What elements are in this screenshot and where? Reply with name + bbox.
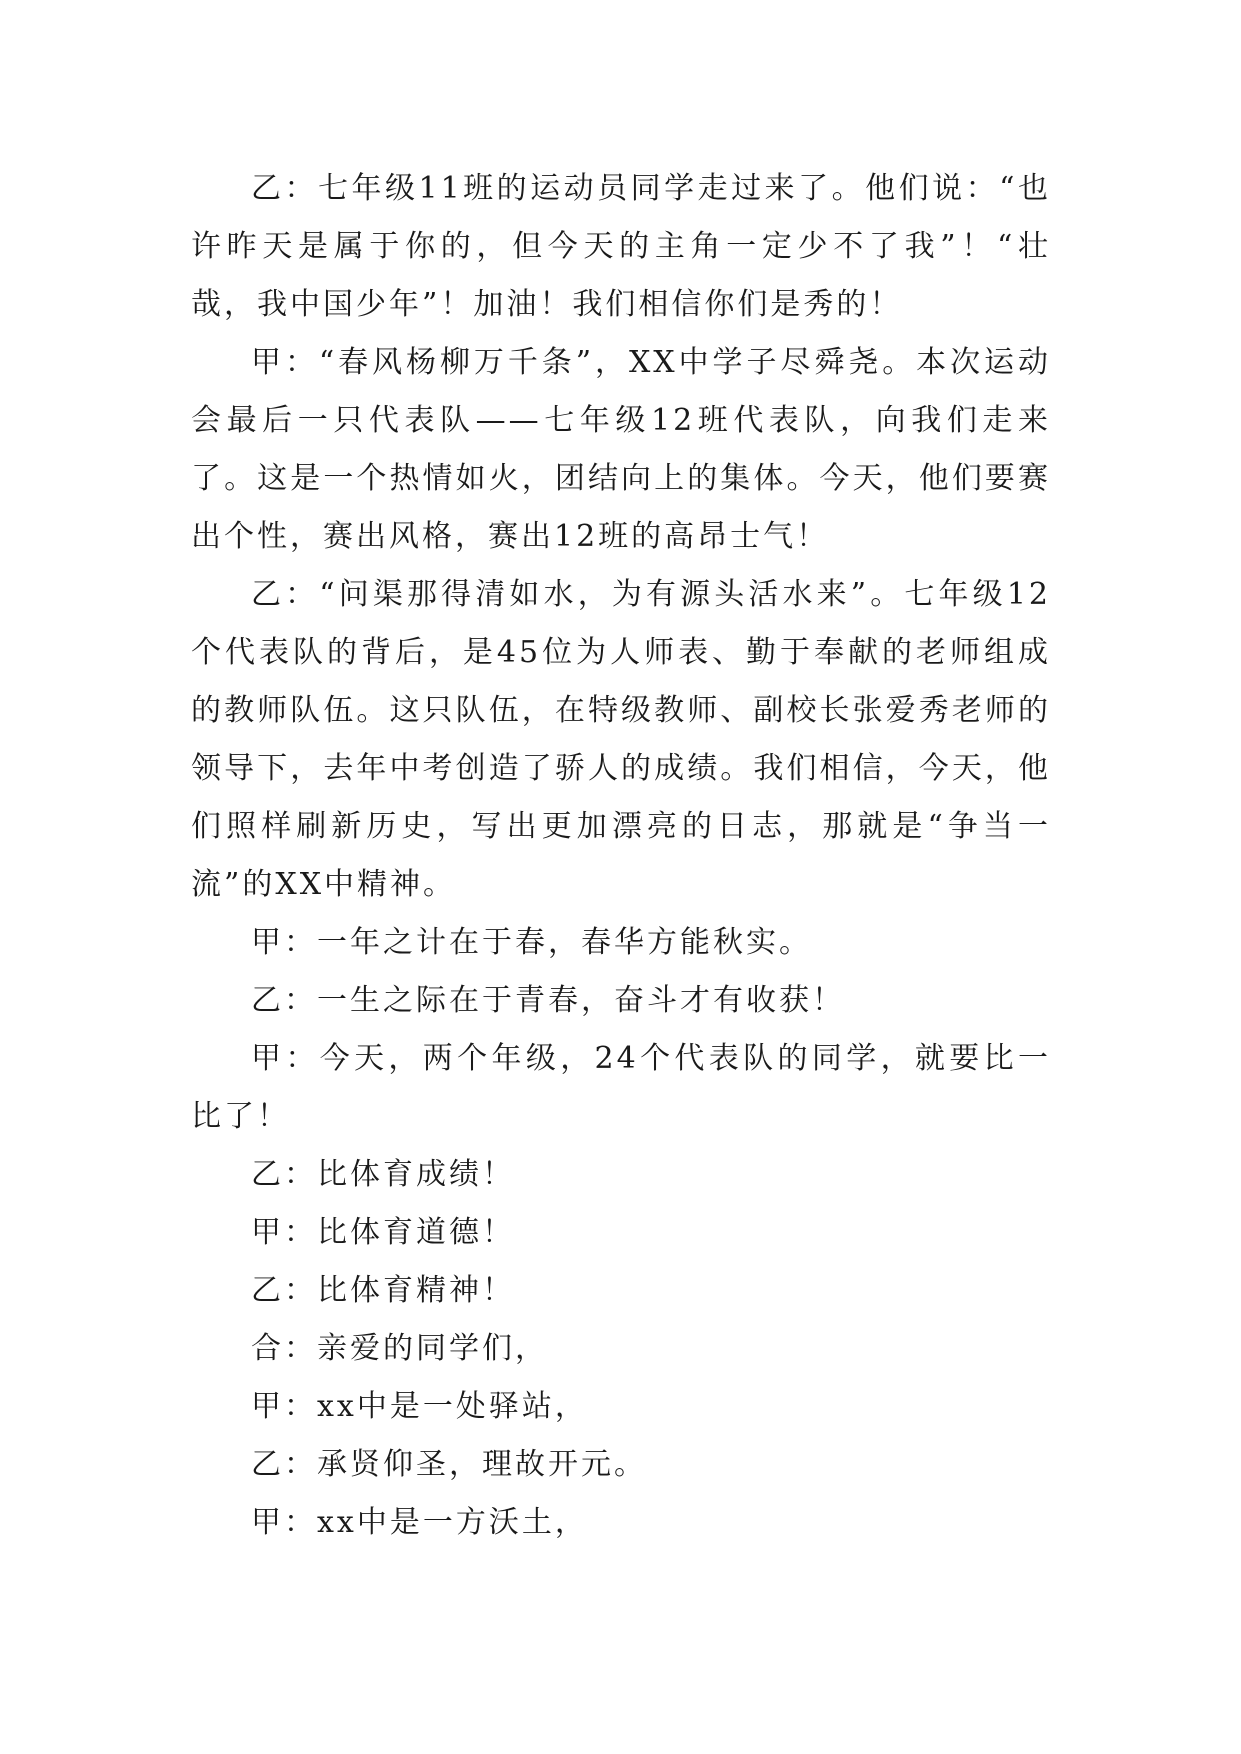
paragraph-6: 甲：今天，两个年级，24个代表队的同学，就要比一比了！: [191, 1041, 1051, 1134]
paragraph-3: 乙：“问渠那得清如水，为有源头活水来”。七年级12个代表队的背后，是45位为人师表、勤于奉献的老师组成的教师队伍。这只队伍，在特级教师、副校长张爱秀老师的领导下，去年中考创造了骄人的成绩。我们相信，今天，他们照样刷新历史，写出更加漂亮的日志，那就是“争当一流”的XX中精神。: [191, 577, 1051, 902]
paragraph-13: 甲：xx中是一方沃土，: [251, 1505, 588, 1540]
paragraph-9: 乙：比体育精神！: [251, 1273, 515, 1308]
paragraph-11: 甲：xx中是一处驿站，: [251, 1389, 588, 1424]
paragraph-5: 乙：一生之际在于青春，奋斗才有收获！: [251, 983, 845, 1018]
paragraph-2: 甲：“春风杨柳万千条”，XX中学子尽舜尧。本次运动会最后一只代表队——七年级12班代表队，向我们走来了。这是一个热情如火，团结向上的集体。今天，他们要赛出个性，赛出风格，赛出12班的高昂士气！: [191, 345, 1051, 554]
paragraph-7: 乙：比体育成绩！: [251, 1157, 515, 1192]
paragraph-12: 乙：承贤仰圣，理故开元。: [251, 1447, 647, 1482]
paragraph-10: 合：亲爱的同学们，: [251, 1331, 548, 1366]
paragraph-8: 甲：比体育道德！: [251, 1215, 515, 1250]
document-body: [191, 160, 1051, 1552]
paragraph-4: 甲：一年之计在于春，春华方能秋实。: [251, 925, 812, 960]
paragraph-1: 乙：七年级11班的运动员同学走过来了。他们说：“也许昨天是属于你的，但今天的主角一定少不了我”！“壮哉，我中国少年”！加油！我们相信你们是秀的！: [191, 171, 1051, 322]
